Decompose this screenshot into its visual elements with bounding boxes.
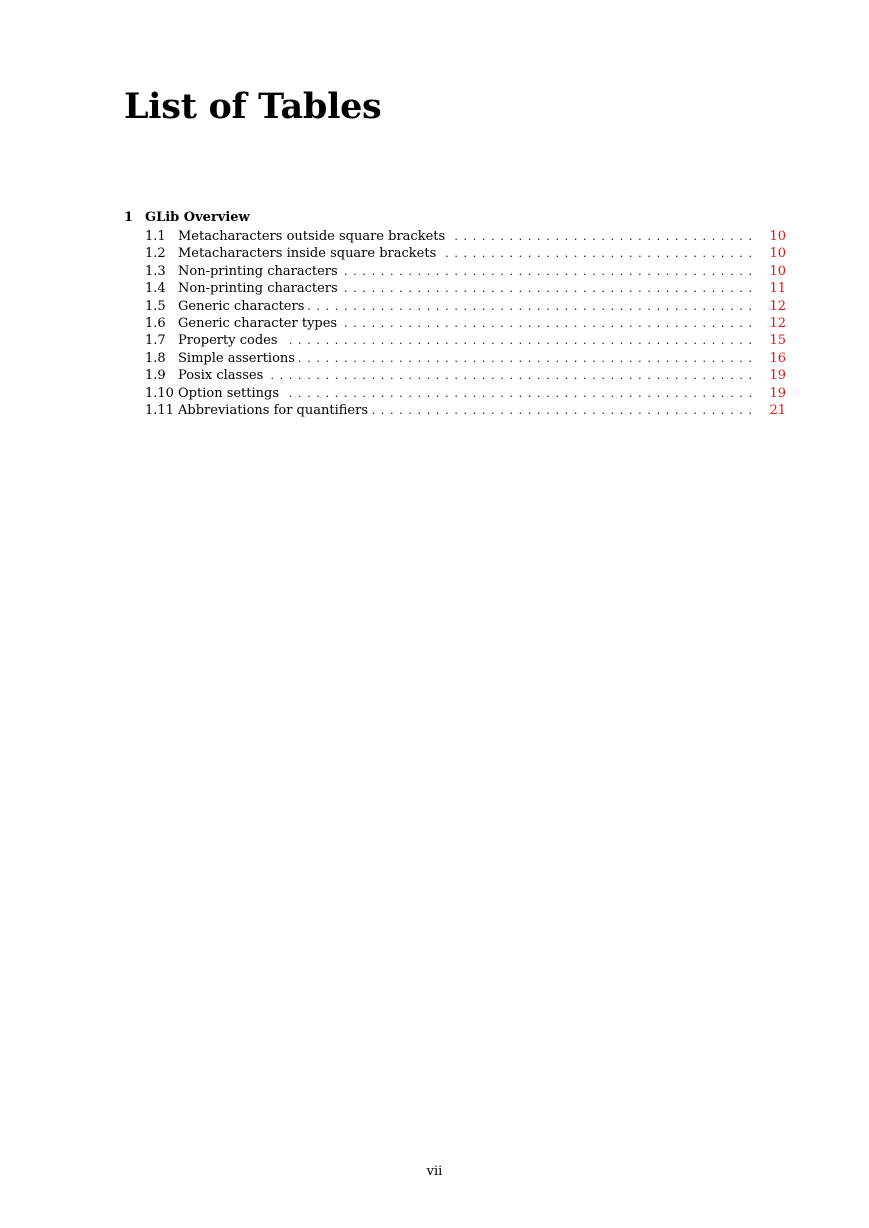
entry-title: Simple assertions xyxy=(178,350,295,366)
table-list xyxy=(145,228,786,419)
entry-page-link[interactable]: 12 xyxy=(769,298,786,314)
entry-number: 1.1 xyxy=(145,229,166,244)
toc-entry-1-10[interactable] xyxy=(145,385,786,402)
entry-page-link[interactable]: 10 xyxy=(769,229,786,244)
entry-title: Generic character types xyxy=(178,315,338,331)
entry-number: 1.3 xyxy=(145,263,166,279)
dot-leader xyxy=(342,263,752,280)
entry-title: Non-printing characters xyxy=(178,263,338,279)
dot-leader xyxy=(267,367,752,384)
page-title: List of Tables xyxy=(124,86,382,127)
dot-leader xyxy=(440,245,752,262)
dot-leader xyxy=(299,350,752,367)
toc-entry-1-3[interactable] xyxy=(145,263,786,280)
entry-number: 1.5 xyxy=(145,298,166,314)
entry-number: 1.2 xyxy=(145,246,166,262)
dot-leader xyxy=(308,298,752,315)
toc-entry-1-6[interactable] xyxy=(145,315,786,332)
entry-title: Property codes xyxy=(178,333,278,349)
chapter-number: 1 xyxy=(124,210,134,225)
entry-number: 1.4 xyxy=(145,281,166,297)
entry-page-link[interactable]: 21 xyxy=(769,402,786,418)
entry-title: Option settings xyxy=(178,385,280,401)
toc-entry-1-8[interactable] xyxy=(145,350,786,367)
entry-page-link[interactable]: 15 xyxy=(769,333,786,349)
chapter-title: GLib Overview xyxy=(145,210,250,225)
toc-entry-1-5[interactable] xyxy=(145,298,786,315)
entry-title: Metacharacters outside square brackets xyxy=(178,229,446,244)
entry-number: 1.9 xyxy=(145,368,166,384)
dot-leader xyxy=(342,280,752,297)
dot-leader xyxy=(283,385,752,402)
toc-entry-1-2[interactable] xyxy=(145,245,786,262)
entry-page-link[interactable]: 10 xyxy=(769,246,786,262)
dot-leader xyxy=(282,332,752,349)
entry-title: Metacharacters inside square brackets xyxy=(178,246,437,262)
entry-number: 1.10 xyxy=(145,385,174,401)
entry-page-link[interactable]: 19 xyxy=(769,385,786,401)
entry-page-link[interactable]: 12 xyxy=(769,315,786,331)
chapter-heading xyxy=(124,209,786,227)
entry-title: Non-printing characters xyxy=(178,281,338,297)
entry-number: 1.7 xyxy=(145,333,166,349)
toc-entry-1-1[interactable] xyxy=(145,228,786,245)
dot-leader xyxy=(449,228,752,245)
entry-number: 1.8 xyxy=(145,350,166,366)
entry-page-link[interactable]: 19 xyxy=(769,368,786,384)
page-number: vii xyxy=(426,1164,443,1179)
entry-page-link[interactable]: 16 xyxy=(769,350,786,366)
entry-number: 1.6 xyxy=(145,315,166,331)
dot-leader xyxy=(372,402,752,419)
entry-title: Abbreviations for quantifiers xyxy=(178,402,369,418)
entry-page-link[interactable]: 10 xyxy=(769,263,786,279)
dot-leader xyxy=(341,315,752,332)
toc-entry-1-9[interactable] xyxy=(145,367,786,384)
toc-entry-1-4[interactable] xyxy=(145,280,786,297)
entry-title: Generic characters xyxy=(178,298,305,314)
entry-number: 1.11 xyxy=(145,402,174,418)
entry-page-link[interactable]: 11 xyxy=(769,281,786,297)
entry-title: Posix classes xyxy=(178,368,264,384)
toc-entry-1-11[interactable] xyxy=(145,402,786,419)
toc-entry-1-7[interactable] xyxy=(145,332,786,349)
